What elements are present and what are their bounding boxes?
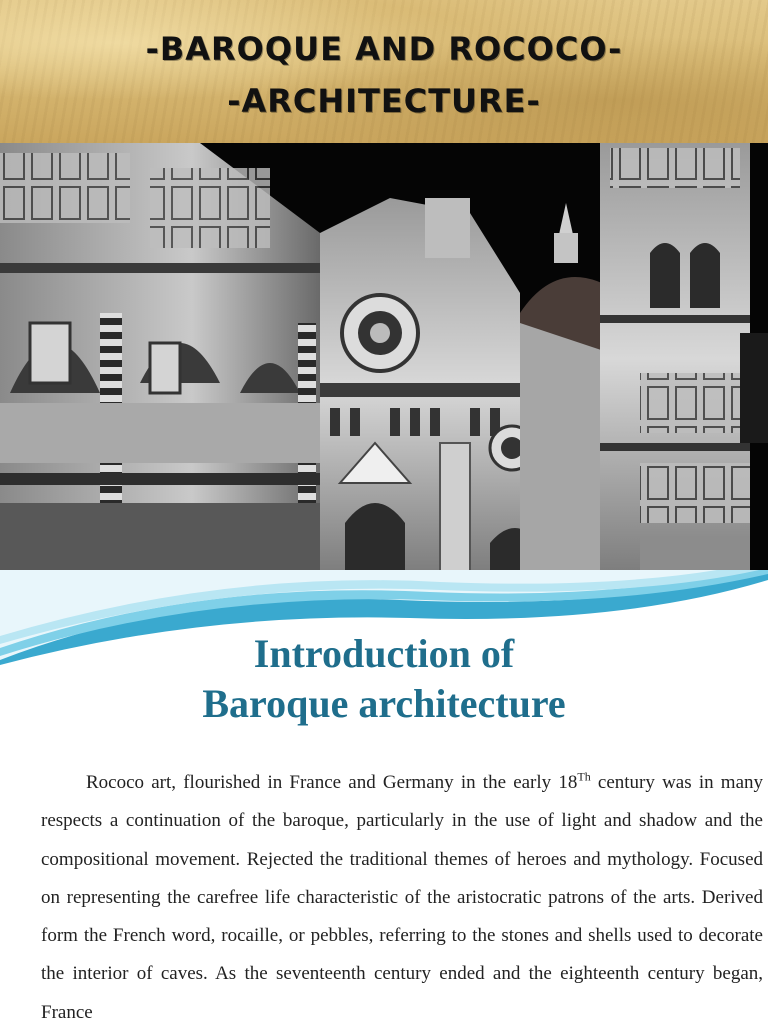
cathedral-illustration (0, 143, 768, 575)
paragraph-text-start: Rococo art, flourished in France and Germany in the early 18 (86, 772, 578, 793)
section-heading-line-2: Baroque architecture (202, 681, 566, 726)
cathedral-photo (0, 143, 768, 575)
section-heading-line-1: Introduction of (253, 631, 515, 676)
banner-title-line-2: -ARCHITECTURE- (227, 82, 541, 120)
banner-title-line-1: -BAROQUE AND ROCOCO- (145, 30, 623, 68)
intro-paragraph (41, 764, 763, 1032)
paragraph-text-rest: century was in many respects a continuation of the baroque, particularly in the use of light and shadow and the compositional movement. Rejected the traditional themes of heroes and mythology. Focused on representing the carefree life characteristic of the aristocratic patrons of the arts. Derived form the French word, rocaille, or pebbles, referring to the stones and shells used to decorate the interior of caves. As the seventeenth century ended and the eighteenth century began, France (41, 772, 764, 1023)
title-banner (0, 0, 768, 143)
body-text (41, 764, 763, 1032)
superscript-th: Th (577, 769, 591, 784)
